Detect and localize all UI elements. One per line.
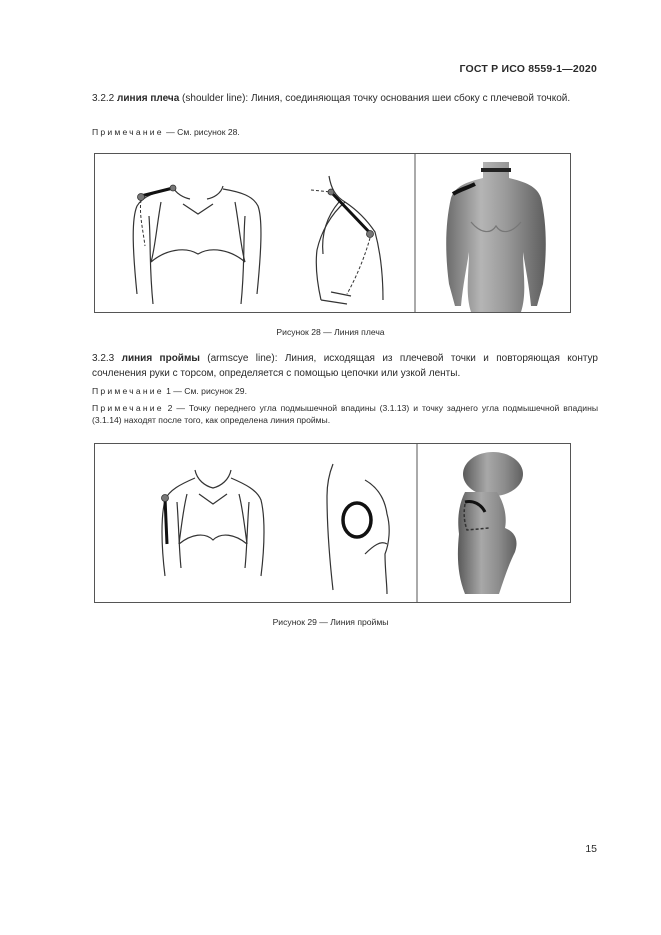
figure-29-illustration: [95, 444, 570, 602]
front-torso-sketch: [133, 186, 261, 304]
3d-scan-front: [446, 162, 546, 312]
front-torso-sketch: [162, 470, 264, 576]
document-code: ГОСТ Р ИСО 8559-1—2020: [459, 63, 597, 75]
page-number: 15: [585, 843, 597, 855]
note-2-armscye-line: [92, 402, 598, 426]
term-armscye-line: линия проймы: [121, 353, 200, 364]
note-label: Примечание: [92, 386, 164, 396]
section-number: 3.2.3: [92, 353, 115, 364]
definition-armscye-line: [92, 351, 598, 381]
definition-text: (armscye line): Линия, исходящая из плечевой точки и повторяющая контур сочленения руки с торсом, определяется с помощью цепочки или узкой ленты.: [92, 353, 598, 379]
figure-28-caption: Рисунок 28 — Линия плеча: [276, 327, 385, 337]
note-text: 2 — Точку переднего угла подмышечной впадины (3.1.13) и точку заднего угла подмышечной впадины (3.1.14) находят после того, как определена линия проймы.: [92, 403, 598, 425]
note-shoulder-line: [92, 126, 598, 138]
note-text: — См. рисунок 28.: [163, 127, 240, 137]
term-shoulder-line: линия плеча: [117, 93, 180, 104]
note-label: Примечание: [92, 403, 164, 413]
figure-29-caption: Рисунок 29 — Линия проймы: [272, 617, 389, 627]
note-label: Примечание: [92, 127, 164, 137]
section-number: 3.2.2: [92, 93, 115, 104]
figure-28-illustration: [95, 154, 570, 312]
definition-shoulder-line: [92, 91, 598, 106]
figure-29: [94, 443, 571, 603]
note-text: 1 — См. рисунок 29.: [163, 386, 247, 396]
side-torso-sketch: [327, 464, 389, 594]
note-1-armscye-line: [92, 385, 598, 397]
side-torso-sketch: [316, 176, 383, 304]
3d-scan-side: [458, 452, 523, 594]
definition-text: (shoulder line): Линия, соединяющая точку основания шеи сбоку с плечевой точкой.: [179, 93, 571, 104]
figure-28: [94, 153, 571, 313]
